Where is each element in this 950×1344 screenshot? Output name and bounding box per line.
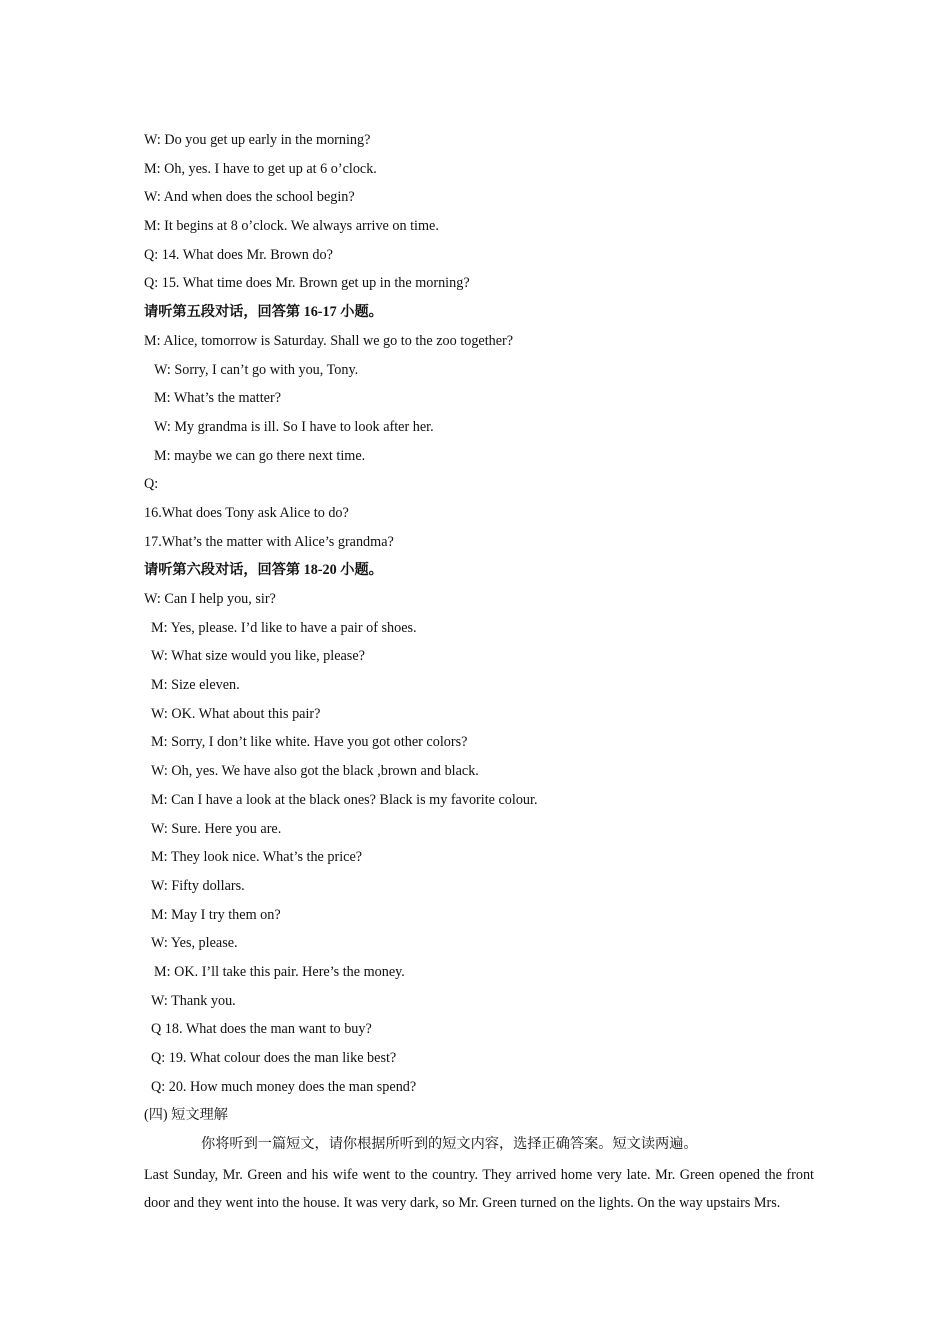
question-label: Q: [144, 476, 159, 493]
dialogue-line: W: Thank you. [151, 992, 236, 1009]
question-line: Q 18. What does the man want to buy? [151, 1021, 372, 1038]
question-line: Q: 19. What colour does the man like best? [151, 1050, 397, 1066]
instruction-line: 你将听到一篇短文，请你根据所听到的短文内容，选择正确答案。短文读两遍。 [201, 1136, 698, 1153]
dialogue-line: W: And when does the school begin? [144, 189, 355, 206]
dialogue-line: W: Oh, yes. We have also got the black ,brown and black. [151, 763, 479, 780]
dialogue-line: W: What size would you like, please? [151, 648, 365, 665]
dialogue-line: M: What’s the matter? [154, 390, 281, 407]
dialogue-line: M: maybe we can go there next time. [154, 447, 366, 464]
dialogue-line: M: It begins at 8 o’clock. We always arrive on time. [144, 218, 439, 235]
dialogue-line: M: Size eleven. [151, 677, 240, 694]
dialogue-line: M: Sorry, I don’t like white. Have you got other colors? [151, 734, 468, 751]
dialogue-line: W: Sorry, I can’t go with you, Tony. [154, 361, 359, 378]
question-line: Q: 20. How much money does the man spend? [151, 1078, 417, 1095]
section-heading: 请听第六段对话，回答第 18-20 小题。 [144, 562, 383, 579]
dialogue-line: M: Can I have a look at the black ones? Black is my favorite colour. [151, 791, 538, 808]
section-heading: 请听第五段对话，回答第 16-17 小题。 [144, 304, 383, 321]
passage-paragraph: Last Sunday, Mr. Green and his wife went to the country. They arrived home very late. Mr. Green opened the front door and they went into the house. It was very dark, so Mr. Green turned on the lights. On the way upstairs Mrs. [144, 1166, 814, 1212]
dialogue-line: W: OK. What about this pair? [151, 705, 321, 722]
dialogue-line: M: May I try them on? [151, 906, 281, 923]
question-line: 16.What does Tony ask Alice to do? [144, 504, 349, 521]
dialogue-line: W: Yes, please. [151, 935, 238, 952]
dialogue-line: M: Alice, tomorrow is Saturday. Shall we go to the zoo together? [144, 332, 514, 349]
document-body [144, 126, 814, 1218]
dialogue-line: W: Can I help you, sir? [144, 591, 276, 607]
dialogue-line: M: Oh, yes. I have to get up at 6 o’clock. [144, 160, 377, 177]
dialogue-line: W: Fifty dollars. [151, 877, 245, 894]
question-line: Q: 15. What time does Mr. Brown get up in the morning? [144, 275, 470, 292]
dialogue-line: W: Do you get up early in the morning? [144, 132, 371, 148]
dialogue-line: M: They look nice. What’s the price? [151, 849, 363, 866]
question-line: 17.What’s the matter with Alice’s grandma? [144, 533, 394, 550]
dialogue-line: W: My grandma is ill. So I have to look after her. [154, 418, 434, 435]
dialogue-line: W: Sure. Here you are. [151, 820, 282, 837]
question-line: Q: 14. What does Mr. Brown do? [144, 246, 333, 263]
dialogue-line: M: Yes, please. I’d like to have a pair of shoes. [151, 619, 417, 636]
dialogue-line: M: OK. I’ll take this pair. Here’s the money. [154, 963, 405, 980]
section-heading: (四) 短文理解 [144, 1107, 228, 1124]
